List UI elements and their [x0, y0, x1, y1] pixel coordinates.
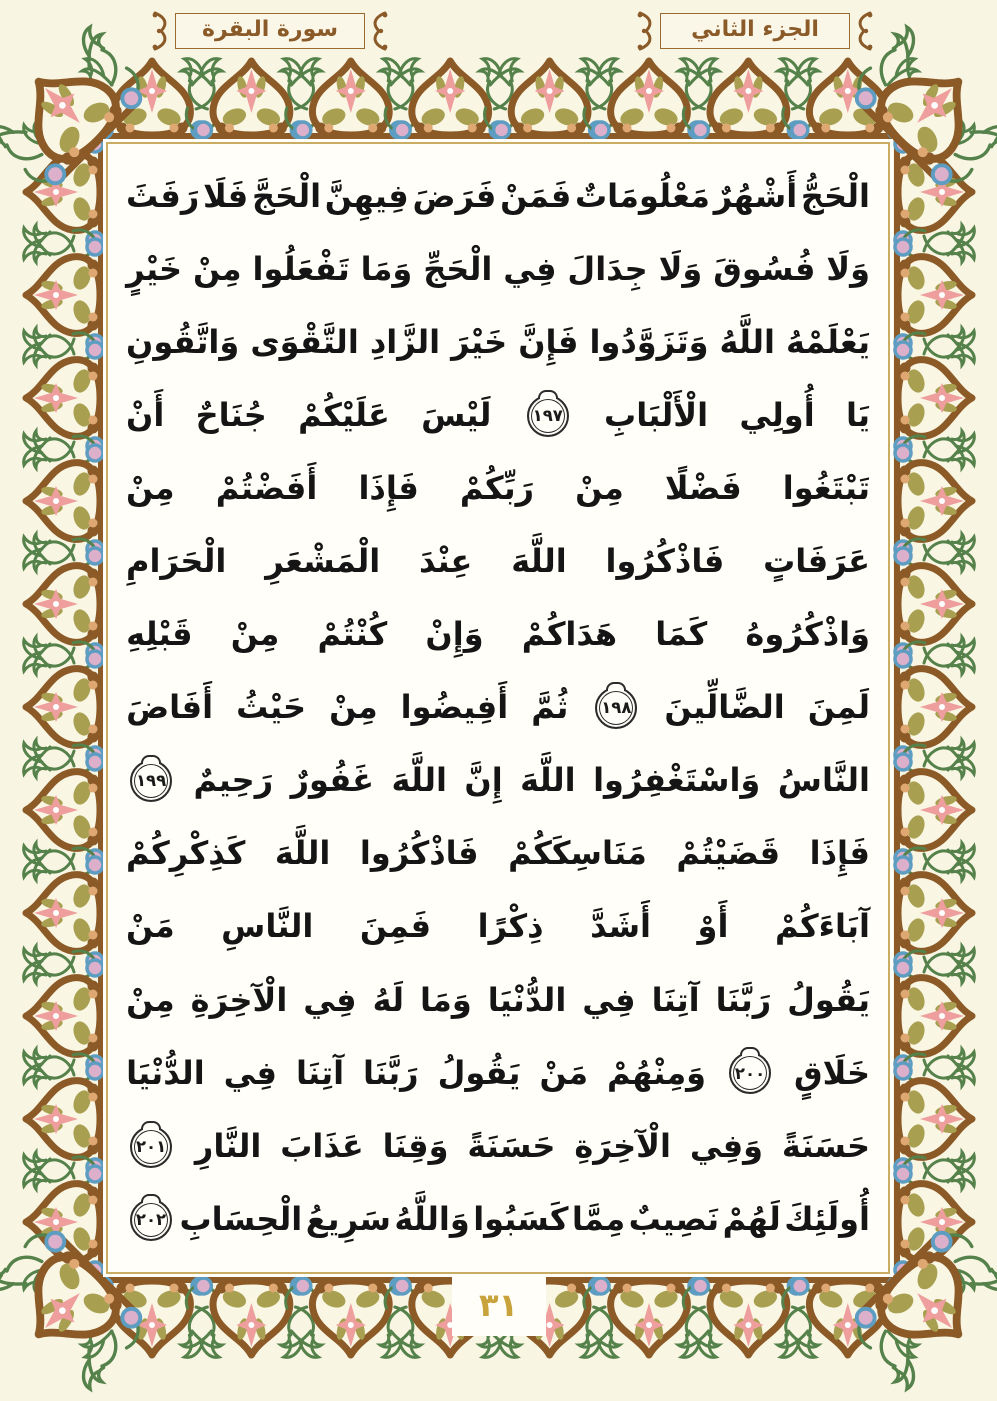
quran-word: رَبَّنَا [715, 980, 772, 1019]
quran-word: لَهُمْ [722, 1199, 781, 1238]
quran-word: النَّاسِ [221, 907, 314, 946]
quran-word: مَعْلُومَاتٌ [575, 176, 710, 215]
quran-word: لَيْسَ [421, 395, 492, 434]
quran-word: لَهُ [372, 980, 405, 1019]
quran-word: مَنْ [539, 1053, 589, 1092]
quran-word: فَمِنَ [359, 907, 432, 946]
quran-line [126, 610, 870, 660]
quran-word: أَفَضْتُمْ [215, 468, 318, 507]
quran-word: مِنْ [230, 615, 280, 654]
quran-word: وَمِنْهُمْ [607, 1053, 707, 1092]
quran-word: الدُّنْيَا [126, 1053, 205, 1092]
quran-word: أَشَدَّ [590, 907, 652, 946]
quran-word: الْأَلْبَابِ [604, 395, 709, 434]
text-panel [106, 142, 890, 1274]
quran-word: فِي [582, 980, 636, 1019]
quran-word: ثُمَّ [531, 688, 569, 727]
juz-title-cartouche [637, 9, 873, 53]
quran-word: تَبْتَغُوا [782, 468, 870, 507]
ayah-number-marker: ١٩٧ [527, 395, 569, 437]
quran-word: آتِنَا [651, 980, 700, 1019]
quran-line [126, 756, 870, 806]
quran-word: فَاذْكُرُوا [605, 541, 725, 580]
quran-word: خَلَاقٍ [794, 1053, 870, 1092]
ayah-number-marker: ٢٠٢ [130, 1199, 172, 1241]
quran-word: خَيْرَ [451, 322, 508, 361]
quran-word: مِنْ [193, 249, 242, 288]
ayah-number-marker: ١٩٨ [595, 687, 637, 729]
quran-word: حَسَنَةً [467, 1126, 556, 1165]
bracket-ornament-icon [637, 10, 657, 52]
quran-word: أَشْهُرٌ [713, 176, 798, 215]
quran-word: أَنْ [126, 395, 165, 434]
quran-word: وَفِي [689, 1126, 764, 1165]
quran-word: اللَّهُ [719, 322, 775, 361]
quran-word: أُولَئِكَ [784, 1199, 870, 1238]
quran-word: فَضْلًا [664, 468, 742, 507]
quran-word: لَمِنَ [807, 688, 870, 727]
quran-word: أُولِي [739, 395, 815, 434]
quran-line [126, 683, 870, 733]
quran-word: وَمَا [420, 980, 472, 1019]
quran-word: رَبِّكُمْ [459, 468, 535, 507]
quran-word: وَإِنْ [425, 615, 484, 654]
quran-line [126, 172, 870, 222]
quran-word: أَفَاضَ [126, 688, 214, 727]
ayah-number-marker: ٢٠١ [130, 1126, 172, 1168]
quran-word: الْآخِرَةِ [190, 980, 288, 1019]
quran-line [126, 464, 870, 514]
quran-word: آبَاءَكُمْ [774, 907, 870, 946]
quran-word: تَفْعَلُوا [252, 249, 350, 288]
quran-word: مِمَّا [571, 1199, 626, 1238]
quran-word: فَرَضَ [412, 176, 497, 215]
quran-word: عَذَابَ [280, 1126, 364, 1165]
quran-word: فَمَنْ [500, 176, 572, 215]
quran-word: وَاتَّقُونِ [126, 322, 240, 361]
quran-word: اللَّهَ [274, 834, 331, 873]
quran-word: وَلَا [658, 249, 703, 288]
quran-word: اللَّهَ [511, 541, 567, 580]
quran-word: الْحِسَابِ [179, 1199, 303, 1238]
surah-title-cartouche [152, 9, 388, 53]
quran-word: وَاللَّهُ [394, 1199, 470, 1238]
quran-line [126, 391, 870, 441]
quran-text-area [126, 148, 870, 1268]
quran-word: مِنْ [126, 980, 175, 1019]
quran-word: حَسَنَةً [781, 1126, 870, 1165]
quran-word: فِي [503, 249, 557, 288]
quran-line [126, 1049, 870, 1099]
quran-word: حَيْثُ [236, 688, 307, 727]
quran-word: أَفِيضُوا [400, 688, 509, 727]
quran-word: فَلَا [203, 176, 249, 215]
juz-title: الجزء الثاني [660, 13, 850, 49]
quran-word: الْآخِرَةِ [574, 1126, 671, 1165]
quran-word: يَقُولُ [787, 980, 870, 1019]
quran-word: هَدَاكُمْ [521, 615, 618, 654]
quran-word: قَبْلِهِ [126, 615, 193, 654]
quran-word: مِنْ [575, 468, 624, 507]
quran-word: غَفُورٌ [290, 761, 374, 800]
quran-word: يَا [845, 395, 870, 434]
quran-line [126, 537, 870, 587]
quran-word: فِيهِنَّ [324, 176, 409, 215]
quran-word: كُنْتُمْ [317, 615, 388, 654]
quran-line [126, 245, 870, 295]
quran-word: نَصِيبٌ [628, 1199, 720, 1238]
bracket-ornament-icon [152, 10, 172, 52]
quran-word: اللَّهَ [520, 761, 576, 800]
quran-word: يَقُولُ [437, 1053, 521, 1092]
quran-word: فِي [303, 980, 357, 1019]
quran-word: وَلَا [826, 249, 870, 288]
quran-word: فَإِنَّ [518, 322, 579, 361]
quran-word: رَفَثَ [126, 176, 200, 215]
quran-word: رَحِيمٌ [193, 761, 274, 800]
quran-word: آتِنَا [295, 1053, 345, 1092]
quran-word: أَوْ [697, 907, 729, 946]
quran-word: النَّاسُ [777, 761, 870, 800]
bracket-ornament-icon [368, 10, 388, 52]
ayah-number-marker: ٢٠٠ [729, 1052, 771, 1094]
quran-word: كَمَا [655, 615, 708, 654]
quran-line [126, 976, 870, 1026]
quran-line [126, 829, 870, 879]
quran-word: مِنْ [126, 468, 175, 507]
quran-word: فُسُوقَ [713, 249, 816, 288]
quran-word: عَلَيْكُمْ [298, 395, 390, 434]
quran-word: اللَّهَ [391, 761, 447, 800]
quran-word: الْحَرَامِ [126, 541, 227, 580]
quran-word: كَذِكْرِكُمْ [126, 834, 246, 873]
quran-word: الْحَجِّ [423, 249, 493, 288]
ayah-number-marker: ١٩٩ [130, 760, 172, 802]
quran-word: الْحَجَّ [251, 176, 322, 215]
quran-word: الْحَجُّ [800, 176, 870, 215]
quran-word: النَّارِ [194, 1126, 262, 1165]
quran-word: الضَّالِّينَ [664, 688, 785, 727]
quran-line [126, 902, 870, 952]
quran-word: التَّقْوَى [250, 322, 359, 361]
quran-word: قَضَيْتُمْ [676, 834, 781, 873]
quran-word: رَبَّنَا [363, 1053, 419, 1092]
quran-word: فَإِذَا [809, 834, 870, 873]
quran-word: يَعْلَمْهُ [786, 322, 870, 361]
quran-line [126, 318, 870, 368]
quran-line [126, 1122, 870, 1172]
quran-word: فَإِذَا [358, 468, 419, 507]
quran-word: عِنْدَ [419, 541, 473, 580]
quran-word: الْمَشْعَرِ [265, 541, 381, 580]
quran-word: إِنَّ [464, 761, 503, 800]
quran-word: وَتَزَوَّدُوا [589, 322, 709, 361]
page-number [452, 1274, 546, 1336]
bracket-ornament-icon [853, 10, 873, 52]
quran-word: وَقِنَا [382, 1126, 449, 1165]
quran-word: عَرَفَاتٍ [763, 541, 870, 580]
quran-word: وَاسْتَغْفِرُوا [593, 761, 761, 800]
quran-word: وَاذْكُرُوهُ [745, 615, 870, 654]
quran-line [126, 1195, 870, 1245]
quran-word: فَاذْكُرُوا [359, 834, 479, 873]
quran-word: خَيْرٍ [126, 249, 183, 288]
quran-word: الزَّادِ [369, 322, 441, 361]
quran-word: كَسَبُوا [473, 1199, 569, 1238]
quran-word: جِدَالَ [567, 249, 648, 288]
quran-word: سَرِيعُ [305, 1199, 391, 1238]
quran-word: وَمَا [360, 249, 413, 288]
quran-word: مَنَاسِكَكُمْ [508, 834, 647, 873]
quran-word: جُنَاحٌ [195, 395, 267, 434]
quran-word: فِي [223, 1053, 277, 1092]
quran-word: الدُّنْيَا [487, 980, 567, 1019]
quran-word: مِنْ [329, 688, 378, 727]
page-number-value: ٣١ [478, 1286, 519, 1324]
surah-title: سورة البقرة [175, 13, 365, 49]
quran-word: ذِكْرًا [477, 907, 544, 946]
quran-word: مَنْ [126, 907, 175, 946]
